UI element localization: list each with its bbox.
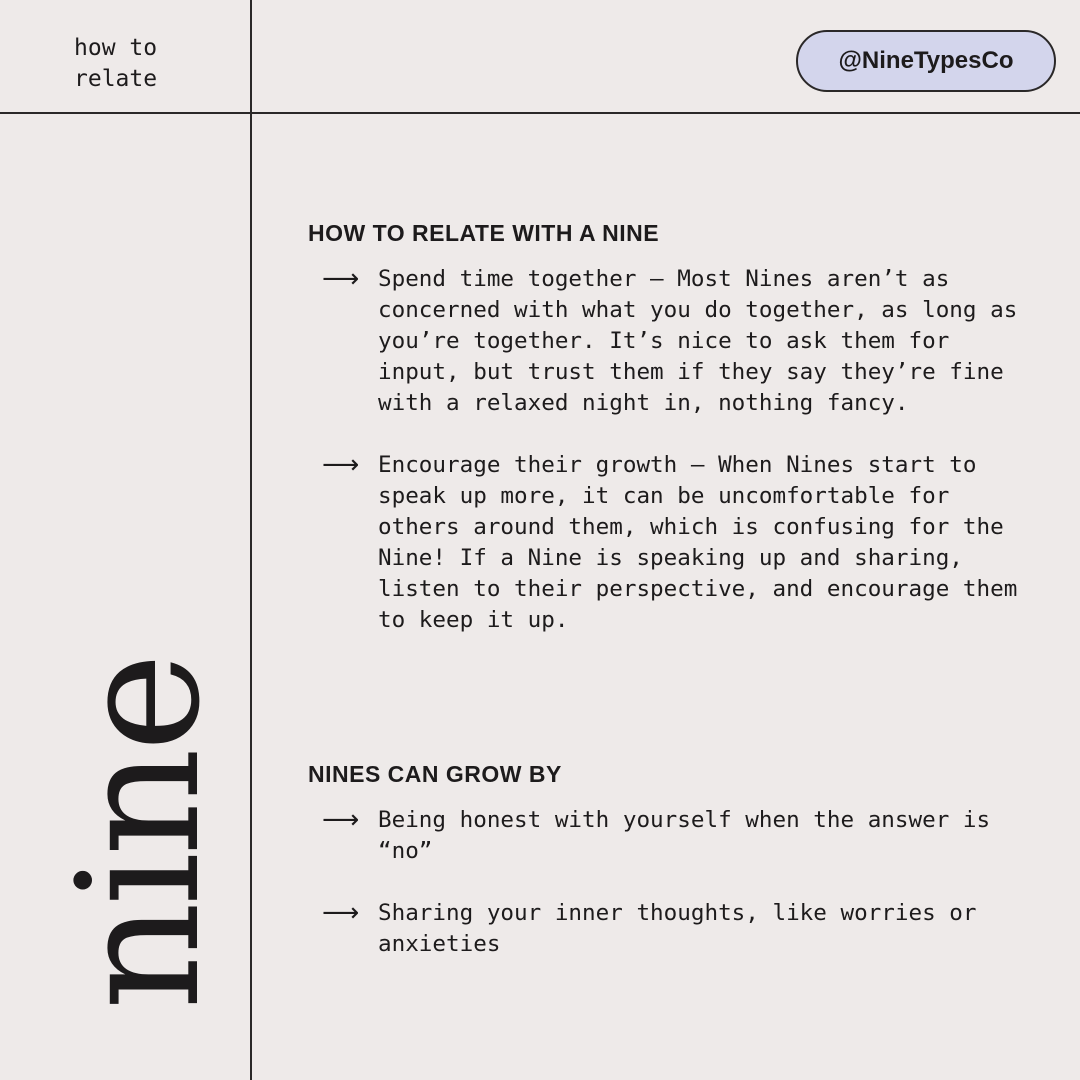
grow-section (308, 757, 1048, 960)
list-item-text: Encourage their growth – When Nines start to speak up more, it can be uncomfortable for others around them, which is confusing for the Nine! If a Nine is speaking up and sharing, listen to their perspective, and encourage them to keep it up. (378, 452, 1018, 633)
vertical-divider (250, 0, 252, 1080)
list-item-text: Being honest with yourself when the answer is “no” (378, 807, 991, 864)
horizontal-divider (0, 112, 1080, 114)
handle-badge: @NineTypesCo (796, 30, 1056, 92)
list-item-text: Spend time together – Most Nines aren’t as concerned with what you do together, as long as you’re together. It’s nice to ask them for input, but trust them if they say they’re fine with a relaxed night in, nothing fancy. (378, 266, 1018, 416)
arrow-right-icon: ⟶ (322, 264, 360, 294)
list-item (308, 805, 1048, 867)
corner-label: how to relate (74, 35, 158, 92)
list-item (308, 450, 1048, 636)
section-heading: HOW TO RELATE WITH A NINE (308, 220, 660, 246)
section-heading: NINES CAN GROW BY (308, 761, 562, 787)
arrow-right-icon: ⟶ (322, 450, 360, 480)
list-item-text: Sharing your inner thoughts, like worries or anxieties (378, 900, 977, 957)
arrow-right-icon: ⟶ (322, 898, 360, 928)
list-item (308, 264, 1048, 419)
list-item (308, 898, 1048, 960)
arrow-right-icon: ⟶ (322, 805, 360, 835)
side-title: nine (41, 656, 237, 1010)
relate-section (308, 216, 1048, 636)
